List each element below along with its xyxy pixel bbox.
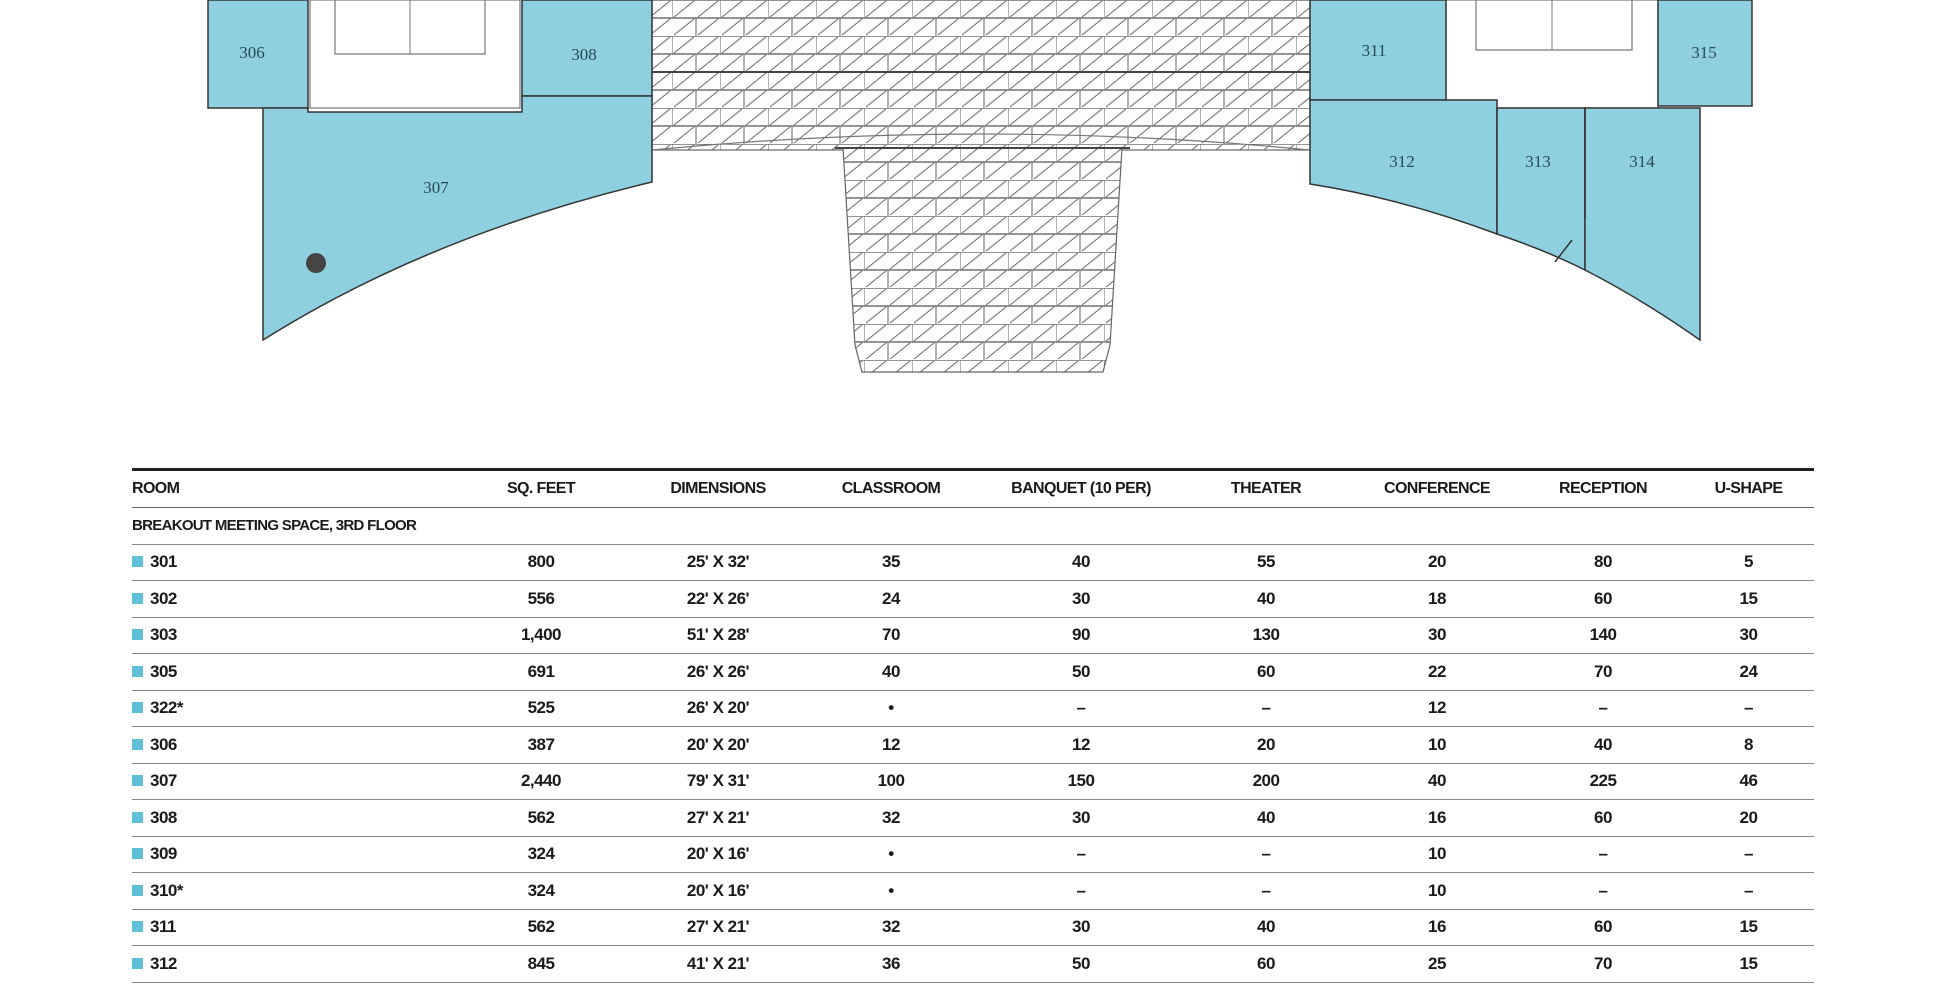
room-label-314: 314: [1629, 152, 1655, 171]
table-row: [132, 581, 1814, 618]
reception-cell: 60: [1523, 909, 1683, 946]
room-number: 310*: [150, 880, 183, 900]
room-color-swatch: [132, 921, 143, 932]
room-314-area: [1585, 108, 1700, 340]
banquet-cell: 90: [981, 617, 1181, 654]
sq-feet-cell: 562: [447, 800, 635, 837]
theater-cell: 200: [1181, 763, 1351, 800]
room-cell: [132, 544, 447, 581]
theater-cell: –: [1181, 836, 1351, 873]
conference-cell: 10: [1351, 727, 1523, 764]
room-cell: [132, 581, 447, 618]
theater-cell: 40: [1181, 909, 1351, 946]
theater-cell: –: [1181, 690, 1351, 727]
room-color-swatch: [132, 775, 143, 786]
room-label-315: 315: [1691, 43, 1717, 62]
table-row: [132, 946, 1814, 983]
banquet-cell: 150: [981, 763, 1181, 800]
room-number: 306: [150, 734, 177, 754]
right-wing-core: [1446, 0, 1658, 108]
room-cell: [132, 873, 447, 910]
theater-cell: 60: [1181, 654, 1351, 691]
capacity-table: [132, 468, 1814, 983]
table-row: [132, 763, 1814, 800]
dimensions-cell: 22' X 26': [635, 581, 801, 618]
dimensions-cell: 51' X 28': [635, 617, 801, 654]
reception-cell: 70: [1523, 654, 1683, 691]
room-color-swatch: [132, 848, 143, 859]
theater-cell: 60: [1181, 946, 1351, 983]
reception-cell: 80: [1523, 544, 1683, 581]
classroom-cell: •: [801, 690, 981, 727]
section-row: [132, 508, 1814, 545]
room-cell: [132, 654, 447, 691]
reception-cell: 60: [1523, 800, 1683, 837]
conference-cell: 12: [1351, 690, 1523, 727]
conference-cell: 25: [1351, 946, 1523, 983]
sq-feet-cell: 800: [447, 544, 635, 581]
classroom-cell: 12: [801, 727, 981, 764]
room-number: 307: [150, 771, 177, 791]
room-cell: [132, 836, 447, 873]
room-cell: [132, 946, 447, 983]
central-walkway: [652, 0, 1310, 372]
left-wing-core: [310, 0, 520, 108]
classroom-cell: •: [801, 836, 981, 873]
room-number: 312: [150, 953, 177, 973]
u-shape-cell: –: [1683, 690, 1814, 727]
room-number: 308: [150, 807, 177, 827]
banquet-cell: 30: [981, 581, 1181, 618]
reception-cell: 40: [1523, 727, 1683, 764]
table-row: [132, 690, 1814, 727]
theater-cell: 55: [1181, 544, 1351, 581]
theater-cell: 40: [1181, 581, 1351, 618]
classroom-cell: 70: [801, 617, 981, 654]
conference-cell: 16: [1351, 909, 1523, 946]
room-cell: [132, 800, 447, 837]
classroom-cell: 32: [801, 800, 981, 837]
dimensions-cell: 20' X 20': [635, 727, 801, 764]
u-shape-cell: 24: [1683, 654, 1814, 691]
dimensions-cell: 41' X 21': [635, 946, 801, 983]
classroom-cell: 40: [801, 654, 981, 691]
conference-cell: 20: [1351, 544, 1523, 581]
reception-cell: –: [1523, 873, 1683, 910]
dimensions-cell: 26' X 20': [635, 690, 801, 727]
banquet-cell: 12: [981, 727, 1181, 764]
room-number: 303: [150, 625, 177, 645]
banquet-cell: –: [981, 873, 1181, 910]
dimensions-cell: 25' X 32': [635, 544, 801, 581]
sq-feet-cell: 691: [447, 654, 635, 691]
room-color-swatch: [132, 666, 143, 677]
table-row: [132, 909, 1814, 946]
header-theater: THEATER: [1181, 470, 1351, 508]
room-label-311: 311: [1361, 41, 1387, 60]
reception-cell: 225: [1523, 763, 1683, 800]
room-313-area: [1497, 108, 1585, 270]
dimensions-cell: 27' X 21': [635, 909, 801, 946]
room-color-swatch: [132, 958, 143, 969]
header-dimensions: DIMENSIONS: [635, 470, 801, 508]
sq-feet-cell: 525: [447, 690, 635, 727]
classroom-cell: 24: [801, 581, 981, 618]
theater-cell: –: [1181, 873, 1351, 910]
room-cell: [132, 690, 447, 727]
table-row: [132, 727, 1814, 764]
u-shape-cell: –: [1683, 873, 1814, 910]
room-cell: [132, 727, 447, 764]
conference-cell: 30: [1351, 617, 1523, 654]
room-number: 302: [150, 588, 177, 608]
banquet-cell: 30: [981, 800, 1181, 837]
dimensions-cell: 26' X 26': [635, 654, 801, 691]
header-classroom: CLASSROOM: [801, 470, 981, 508]
room-number: 322*: [150, 698, 183, 718]
dimensions-cell: 20' X 16': [635, 873, 801, 910]
sq-feet-cell: 845: [447, 946, 635, 983]
room-cell: [132, 763, 447, 800]
u-shape-cell: 5: [1683, 544, 1814, 581]
conference-cell: 18: [1351, 581, 1523, 618]
banquet-cell: –: [981, 836, 1181, 873]
banquet-cell: 50: [981, 654, 1181, 691]
header-u-shape: U-SHAPE: [1683, 470, 1814, 508]
dimensions-cell: 20' X 16': [635, 836, 801, 873]
room-label-308: 308: [571, 45, 597, 64]
room-color-swatch: [132, 885, 143, 896]
room-label-306: 306: [239, 43, 265, 62]
reception-cell: –: [1523, 690, 1683, 727]
dimensions-cell: 79' X 31': [635, 763, 801, 800]
room-cell: [132, 617, 447, 654]
table-row: [132, 544, 1814, 581]
table-row: [132, 617, 1814, 654]
conference-cell: 10: [1351, 873, 1523, 910]
room-color-swatch: [132, 702, 143, 713]
conference-cell: 22: [1351, 654, 1523, 691]
sq-feet-cell: 562: [447, 909, 635, 946]
room-color-swatch: [132, 629, 143, 640]
conference-cell: 16: [1351, 800, 1523, 837]
sq-feet-cell: 324: [447, 836, 635, 873]
classroom-cell: 36: [801, 946, 981, 983]
section-title: BREAKOUT MEETING SPACE, 3RD FLOOR: [132, 508, 1814, 545]
table-row: [132, 836, 1814, 873]
room-color-swatch: [132, 812, 143, 823]
header-sq-feet: SQ. FEET: [447, 470, 635, 508]
u-shape-cell: 30: [1683, 617, 1814, 654]
room-307-area: [263, 96, 652, 340]
classroom-cell: 32: [801, 909, 981, 946]
sq-feet-cell: 324: [447, 873, 635, 910]
u-shape-cell: 8: [1683, 727, 1814, 764]
capacity-table-section: [132, 468, 1814, 983]
theater-cell: 130: [1181, 617, 1351, 654]
room-color-swatch: [132, 739, 143, 750]
table-row: [132, 654, 1814, 691]
room-color-swatch: [132, 556, 143, 567]
room-label-307: 307: [423, 178, 449, 197]
floor-plan: [0, 0, 1941, 380]
room-number: 305: [150, 661, 177, 681]
conference-cell: 10: [1351, 836, 1523, 873]
room-number: 309: [150, 844, 177, 864]
sq-feet-cell: 1,400: [447, 617, 635, 654]
u-shape-cell: –: [1683, 836, 1814, 873]
u-shape-cell: 20: [1683, 800, 1814, 837]
u-shape-cell: 15: [1683, 909, 1814, 946]
table-header-row: [132, 470, 1814, 508]
room-number: 301: [150, 552, 177, 572]
room-label-312: 312: [1389, 152, 1415, 171]
header-reception: RECEPTION: [1523, 470, 1683, 508]
sq-feet-cell: 556: [447, 581, 635, 618]
location-marker: [306, 253, 326, 273]
room-number: 311: [150, 917, 176, 937]
theater-cell: 20: [1181, 727, 1351, 764]
header-conference: CONFERENCE: [1351, 470, 1523, 508]
room-cell: [132, 909, 447, 946]
u-shape-cell: 15: [1683, 581, 1814, 618]
classroom-cell: •: [801, 873, 981, 910]
table-row: [132, 873, 1814, 910]
banquet-cell: 30: [981, 909, 1181, 946]
table-row: [132, 800, 1814, 837]
reception-cell: 70: [1523, 946, 1683, 983]
banquet-cell: 50: [981, 946, 1181, 983]
dimensions-cell: 27' X 21': [635, 800, 801, 837]
u-shape-cell: 46: [1683, 763, 1814, 800]
reception-cell: 60: [1523, 581, 1683, 618]
room-label-313: 313: [1525, 152, 1551, 171]
banquet-cell: –: [981, 690, 1181, 727]
conference-cell: 40: [1351, 763, 1523, 800]
u-shape-cell: 15: [1683, 946, 1814, 983]
classroom-cell: 35: [801, 544, 981, 581]
banquet-cell: 40: [981, 544, 1181, 581]
theater-cell: 40: [1181, 800, 1351, 837]
room-color-swatch: [132, 593, 143, 604]
sq-feet-cell: 387: [447, 727, 635, 764]
header-banquet: BANQUET (10 PER): [981, 470, 1181, 508]
classroom-cell: 100: [801, 763, 981, 800]
header-room: ROOM: [132, 470, 447, 508]
reception-cell: 140: [1523, 617, 1683, 654]
reception-cell: –: [1523, 836, 1683, 873]
sq-feet-cell: 2,440: [447, 763, 635, 800]
